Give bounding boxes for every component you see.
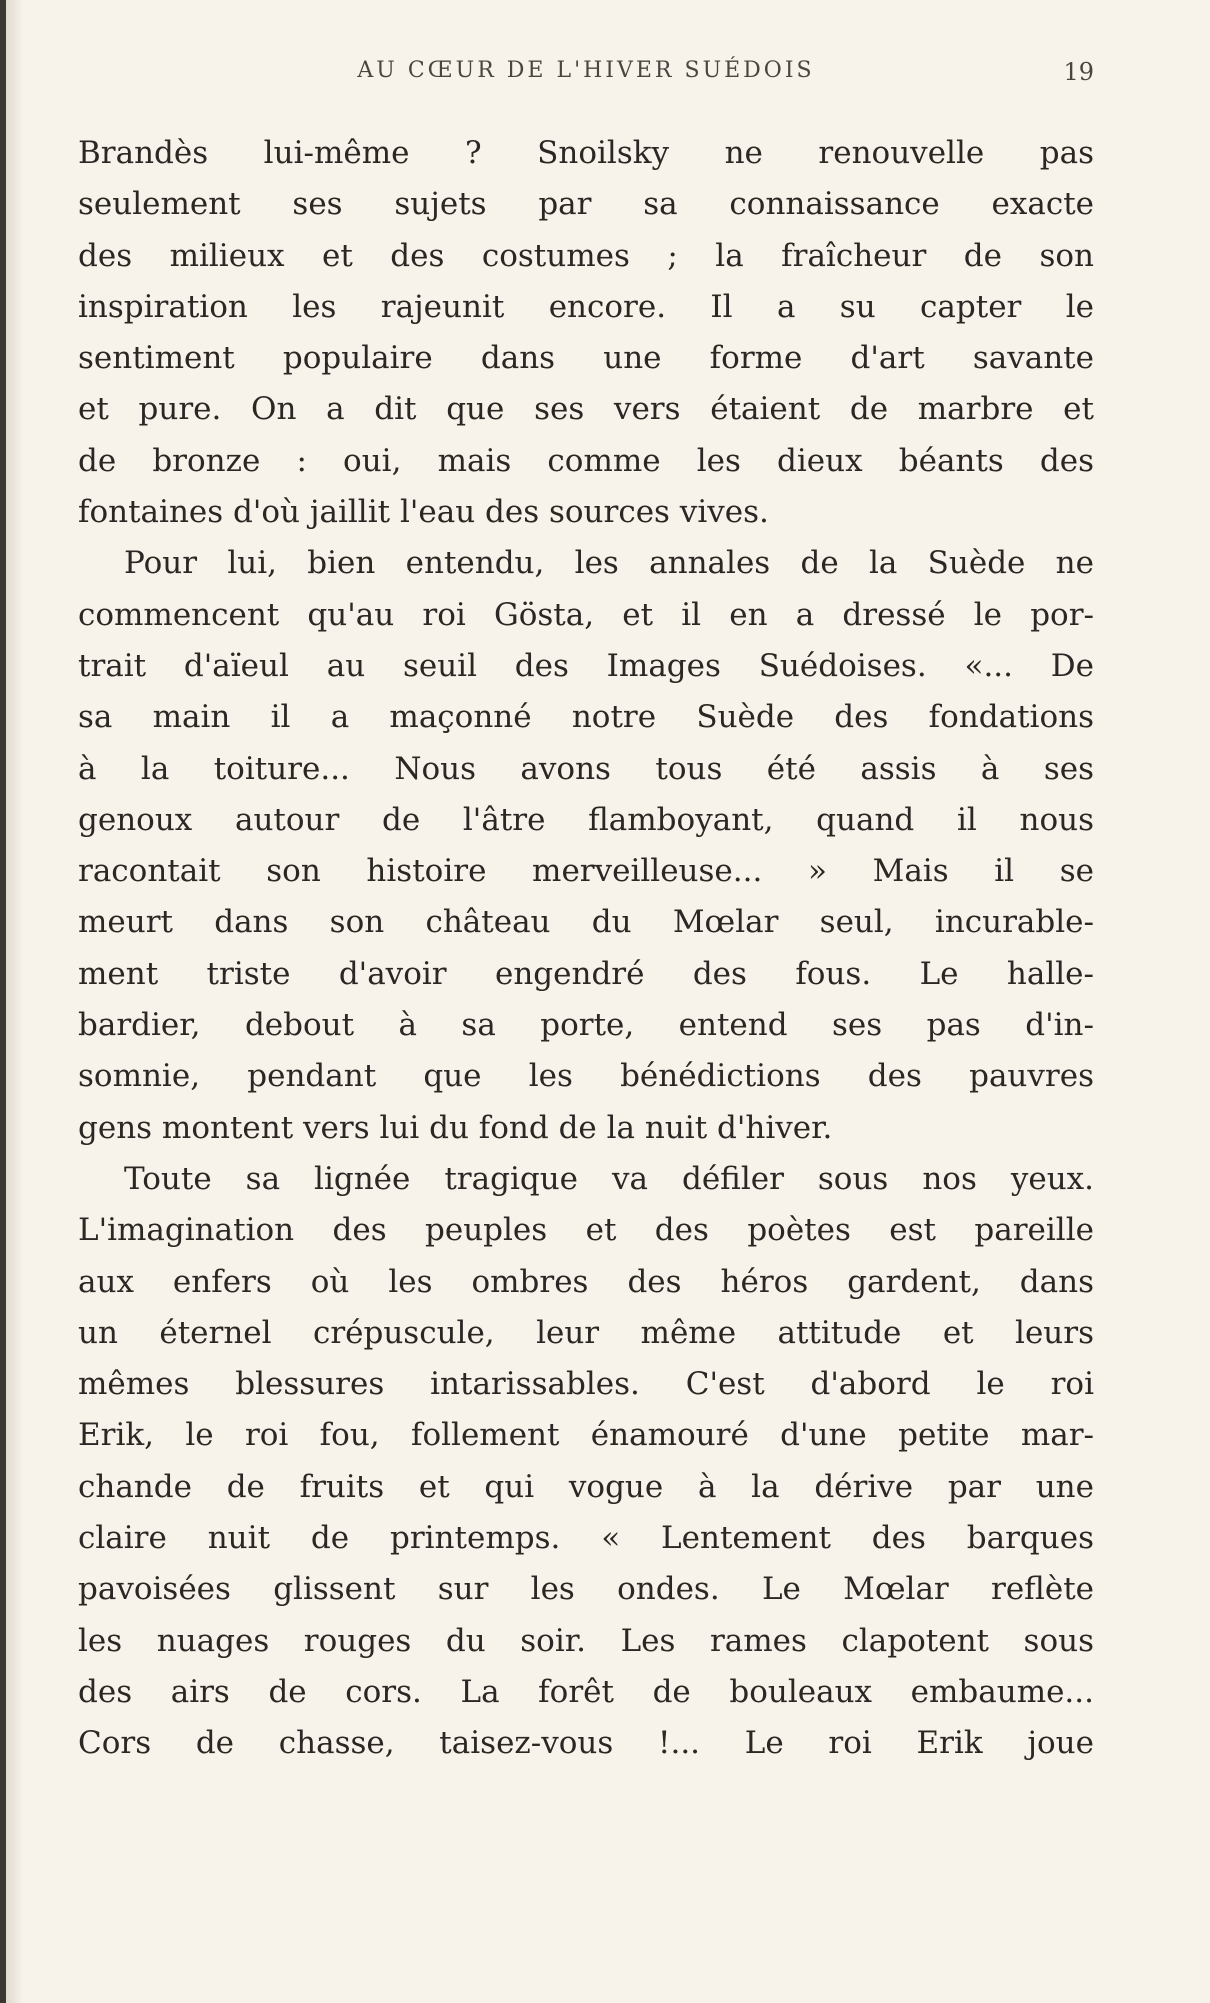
text-line: fontaines d'où jaillit l'eau des sources vives. xyxy=(78,494,769,531)
text-line: racontait son histoire merveilleuse... » Mais il se xyxy=(78,853,1094,890)
text-line: chande de fruits et qui vogue à la dérive par une xyxy=(78,1468,1094,1505)
text-line: inspiration les rajeunit encore. Il a su capter le xyxy=(78,288,1094,325)
text-line: mêmes blessures intarissables. C'est d'abord le roi xyxy=(78,1366,1094,1403)
text-line: un éternel crépuscule, leur même attitude et leurs xyxy=(78,1314,1094,1351)
text-line: Brandès lui-même ? Snoilsky ne renouvelle pas xyxy=(78,135,1094,171)
text-line: commencent qu'au roi Gösta, et il en a dressé le por- xyxy=(78,596,1094,633)
text-line: les nuages rouges du soir. Les rames clapotent sous xyxy=(78,1622,1094,1659)
text-line: Toute sa lignée tragique va défiler sous nos yeux. xyxy=(124,1160,1094,1197)
body-text xyxy=(78,128,1094,1770)
text-line: des airs de cors. La forêt de bouleaux embaume... xyxy=(78,1673,1094,1710)
text-line: gens montent vers lui du fond de la nuit d'hiver. xyxy=(78,1109,833,1146)
text-line: aux enfers où les ombres des héros gardent, dans xyxy=(78,1263,1094,1300)
text-line: bardier, debout à sa porte, entend ses pas d'in- xyxy=(78,1007,1094,1044)
text-line: Pour lui, bien entendu, les annales de la Suède ne xyxy=(124,545,1094,582)
text-line: et pure. On a dit que ses vers étaient de marbre et xyxy=(78,391,1094,428)
text-line: claire nuit de printemps. « Lentement des barques xyxy=(78,1520,1094,1557)
running-title: AU CŒUR DE L'HIVER SUÉDOIS xyxy=(357,58,815,83)
text-line: genoux autour de l'âtre flamboyant, quand il nous xyxy=(78,801,1094,838)
text-line: ment triste d'avoir engendré des fous. Le halle- xyxy=(78,955,1094,992)
text-line: somnie, pendant que les bénédictions des pauvres xyxy=(78,1058,1094,1095)
page-number: 19 xyxy=(1063,58,1094,86)
text-line: à la toiture... Nous avons tous été assis à ses xyxy=(78,750,1094,787)
text-line: L'imagination des peuples et des poètes est pareille xyxy=(78,1212,1094,1249)
text-line: sa main il a maçonné notre Suède des fondations xyxy=(78,699,1094,736)
text-line: de bronze : oui, mais comme les dieux béants des xyxy=(78,442,1094,479)
text-line: des milieux et des costumes ; la fraîcheur de son xyxy=(78,237,1094,274)
running-header xyxy=(78,58,1094,94)
text-line: pavoisées glissent sur les ondes. Le Mœlar reflète xyxy=(78,1571,1094,1608)
text-line: Cors de chasse, taisez-vous !... Le roi Erik joue xyxy=(78,1725,1094,1762)
text-line: meurt dans son château du Mœlar seul, incurable- xyxy=(78,904,1094,941)
text-line: sentiment populaire dans une forme d'art savante xyxy=(78,340,1094,377)
text-line: Erik, le roi fou, follement énamouré d'une petite mar- xyxy=(78,1417,1094,1454)
page-binding-shadow xyxy=(6,0,24,2003)
text-line: trait d'aïeul au seuil des Images Suédoises. «... De xyxy=(78,647,1094,684)
text-line: seulement ses sujets par sa connaissance exacte xyxy=(78,186,1094,223)
